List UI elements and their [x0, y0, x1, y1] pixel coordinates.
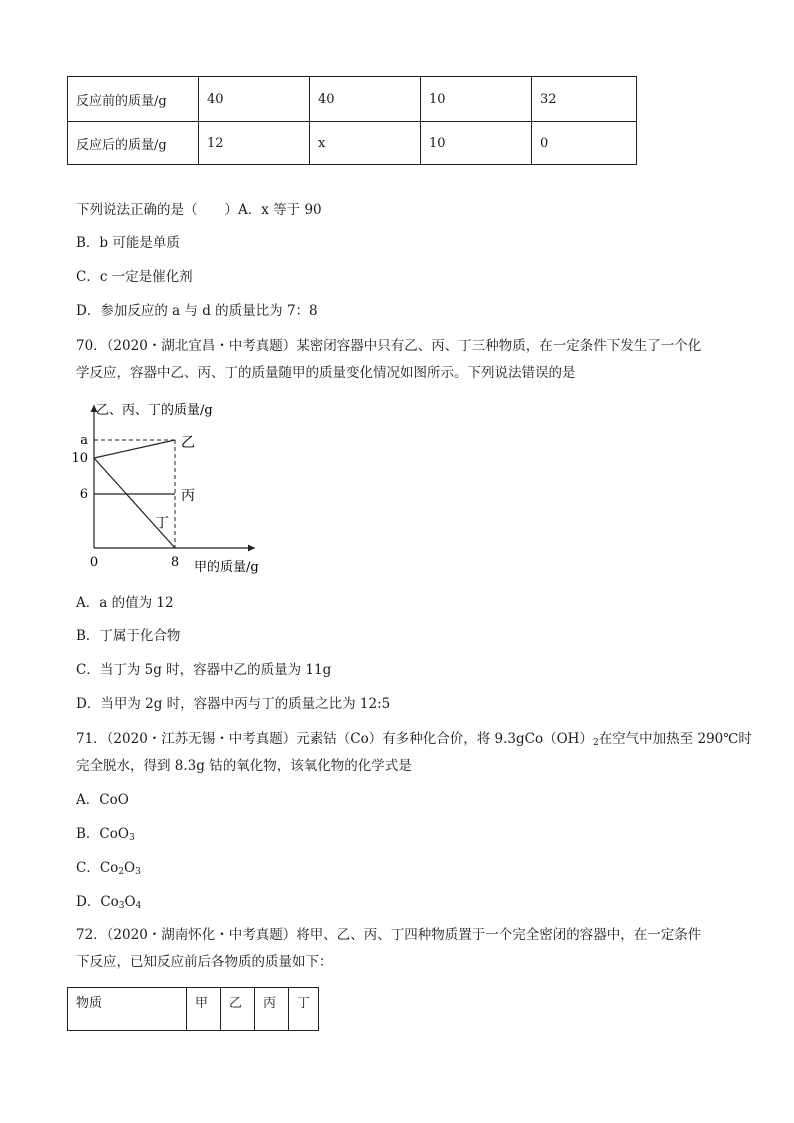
- q71-option-b-sub: 3: [128, 833, 135, 843]
- q69-option-b: B．b 可能是单质: [76, 235, 180, 251]
- table-row: [68, 77, 637, 122]
- q70-option-a: A．a 的值为 12: [76, 595, 174, 611]
- y-axis-label: 乙、丙、丁的质量/g: [96, 403, 213, 418]
- x-tick-label: 8: [170, 555, 180, 570]
- y-tick-label: 10: [71, 451, 88, 466]
- chart-plot-area: [71, 403, 258, 575]
- y-tick-label: a: [80, 433, 88, 448]
- q69-option-d: D．参加反应的 a 与 d 的质量比为 7：8: [76, 303, 318, 319]
- table-cell: 40: [199, 77, 310, 122]
- mass-table-69: [67, 76, 637, 165]
- q71-option-c-text: C．Co: [76, 860, 119, 876]
- series-label-yi: 乙: [181, 435, 195, 451]
- q71-stem-line2: 完全脱水，得到 8.3g 钴的氧化物，该氧化物的化学式是: [76, 758, 412, 774]
- mass-table-72: [67, 987, 319, 1031]
- series-label-ding: 丁: [155, 515, 169, 532]
- q69-option-c: C．c 一定是催化剂: [76, 269, 193, 285]
- x-axis-label: 甲的质量/g: [194, 560, 259, 575]
- q71-option-c-sub1: 2: [118, 867, 125, 877]
- table-row: [68, 122, 637, 165]
- q70-stem-line2: 学反应，容器中乙、丙、丁的质量随甲的质量变化情况如图所示。下列说法错误的是: [76, 365, 576, 381]
- table-cell: x: [310, 122, 421, 165]
- table-header-cell: 丁: [289, 988, 319, 1031]
- mass-chart: [70, 395, 300, 580]
- table-cell: 40: [310, 77, 421, 122]
- q71-option-d-mid: O: [124, 894, 136, 910]
- q70-option-c: C．当丁为 5g 时，容器中乙的质量为 11g: [76, 662, 332, 678]
- x-tick-label: 0: [89, 555, 99, 570]
- q71-option-a: A．CoO: [76, 792, 129, 808]
- q71-stem-line1: [76, 730, 752, 752]
- q71-stem-prefix: 71．（2020・江苏无锡・中考真题）元素钴（Co）有多种化合价，将 9.3gCo（OH）: [76, 731, 593, 747]
- q69-stem: 下列说法正确的是（ ）A．x 等于 90: [76, 202, 322, 218]
- q71-stem-suffix: 在空气中加热至 290℃时: [598, 731, 752, 747]
- q71-option-c: [76, 859, 141, 881]
- q72-stem-line1: 72．（2020・湖南怀化・中考真题）将甲、乙、丙、丁四种物质置于一个完全密闭的容器中，在一定条件: [76, 927, 702, 943]
- q70-option-d: D．当甲为 2g 时，容器中丙与丁的质量之比为 12:5: [76, 696, 391, 712]
- table-cell: 32: [532, 77, 637, 122]
- q72-stem-line2: 下反应，已知反应前后各物质的质量如下：: [76, 954, 333, 970]
- q71-option-b: [76, 825, 135, 847]
- q71-option-d-text: D．Co: [76, 894, 119, 910]
- q71-option-d-sub2: 4: [135, 901, 142, 911]
- series-label-bing: 丙: [181, 488, 195, 504]
- q71-option-c-sub2: 3: [135, 867, 141, 877]
- q71-option-c-mid: O: [124, 860, 136, 876]
- q70-stem-line1: 70．（2020・湖北宜昌・中考真题）某密闭容器中只有乙、丙、丁三种物质，在一定条件下发生了一个化: [76, 338, 702, 354]
- q71-option-d: [76, 893, 141, 915]
- q71-stem-sub: 2: [592, 738, 599, 748]
- q71-option-d-sub1: 3: [118, 901, 125, 911]
- table-header-cell: 甲: [187, 988, 221, 1031]
- table-cell: 10: [421, 77, 532, 122]
- table-cell: 12: [199, 122, 310, 165]
- y-tick-label: 6: [79, 487, 88, 502]
- table-header-cell: 乙: [221, 988, 255, 1031]
- q70-option-b: B．丁属于化合物: [76, 628, 181, 644]
- table-cell: 10: [421, 122, 532, 165]
- table-cell-label: 反应前的质量/g: [68, 77, 199, 122]
- table-header-cell: 丙: [255, 988, 289, 1031]
- table-cell-label: 反应后的质量/g: [68, 122, 199, 165]
- series-line-ding: [94, 458, 175, 548]
- table-header-cell: 物质: [68, 988, 187, 1031]
- q71-option-b-text: B．CoO: [76, 826, 129, 842]
- table-row: [68, 988, 319, 1031]
- table-cell: 0: [532, 122, 637, 165]
- series-line-yi: [94, 440, 175, 458]
